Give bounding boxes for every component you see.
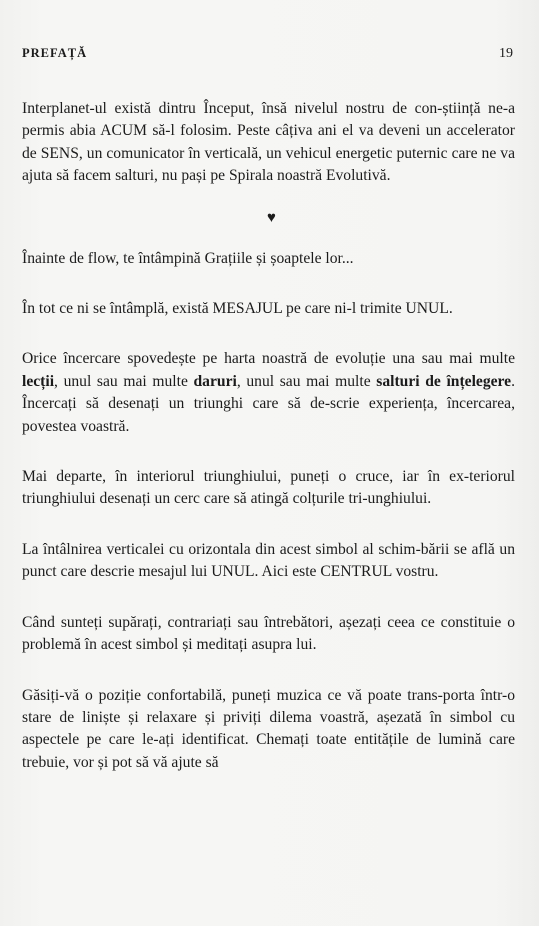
paragraph-4-bold-3: salturi de înțelegere bbox=[376, 372, 512, 390]
paragraph-8: Găsiți-vă o poziție confortabilă, puneți muzica ce vă poate trans-porta într-o stare de liniște și relaxare și priviți dilema voastră, așezată în simbol cu aspectele pe care le-ați identificat. Chemați toate entitățile de lumină care trebuie, vor și pot să vă ajute să bbox=[22, 686, 515, 771]
paragraph-4 bbox=[22, 348, 515, 438]
paragraph-4-text-1: Orice încercare spovedește pe harta noastră de evoluție una sau mai multe bbox=[22, 350, 515, 368]
page-number: 19 bbox=[499, 46, 513, 61]
paragraph-4-text-2: , unul sau mai multe bbox=[54, 372, 194, 390]
paragraph-1: Interplanet-ul există dintru Început, însă nivelul nostru de con-știință ne-a permis abia ACUM să-l folosim. Peste câțiva ani el va deveni un accelerator de SENS, un comunicator în verticală, un vehicul energetic puternic care ne va ajuta să facem salturi, nu pași pe Spirala noastră Evolutivă. bbox=[22, 100, 515, 185]
page-header bbox=[22, 46, 513, 66]
paragraph-3: În tot ce ni se întâmplă, există MESAJUL pe care ni-l trimite UNUL. bbox=[22, 300, 453, 318]
running-head: PREFAȚĂ bbox=[22, 46, 88, 60]
paragraph-4-bold-1: lecții bbox=[22, 372, 55, 390]
heart-divider-icon: ♥ bbox=[267, 209, 276, 226]
paragraph-4-text-4: . Încercați să desenați un triunghi care să de-scrie experiența, încercarea, povestea voastră. bbox=[22, 372, 516, 435]
paragraph-7: Când sunteți supărați, contrariați sau întrebători, așezați ceea ce constituie o problemă în acest simbol și meditați asupra lui. bbox=[22, 613, 515, 654]
paragraph-4-bold-2: daruri bbox=[193, 372, 237, 390]
paragraph-6: La întâlnirea verticalei cu orizontala din acest simbol al schim-bării se află un punct care descrie mesajul lui UNUL. Aici este CENTRUL vostru. bbox=[22, 540, 515, 581]
paragraph-4-text-3: , unul sau mai multe bbox=[236, 372, 377, 390]
paragraph-5: Mai departe, în interiorul triunghiului, puneți o cruce, iar în ex-teriorul triunghiului desenați un cerc care să atingă colțurile tri-unghiului. bbox=[22, 468, 515, 508]
paragraph-2: Înainte de flow, te întâmpină Grațiile și șoaptele lor... bbox=[22, 249, 354, 267]
page-body bbox=[22, 98, 515, 774]
